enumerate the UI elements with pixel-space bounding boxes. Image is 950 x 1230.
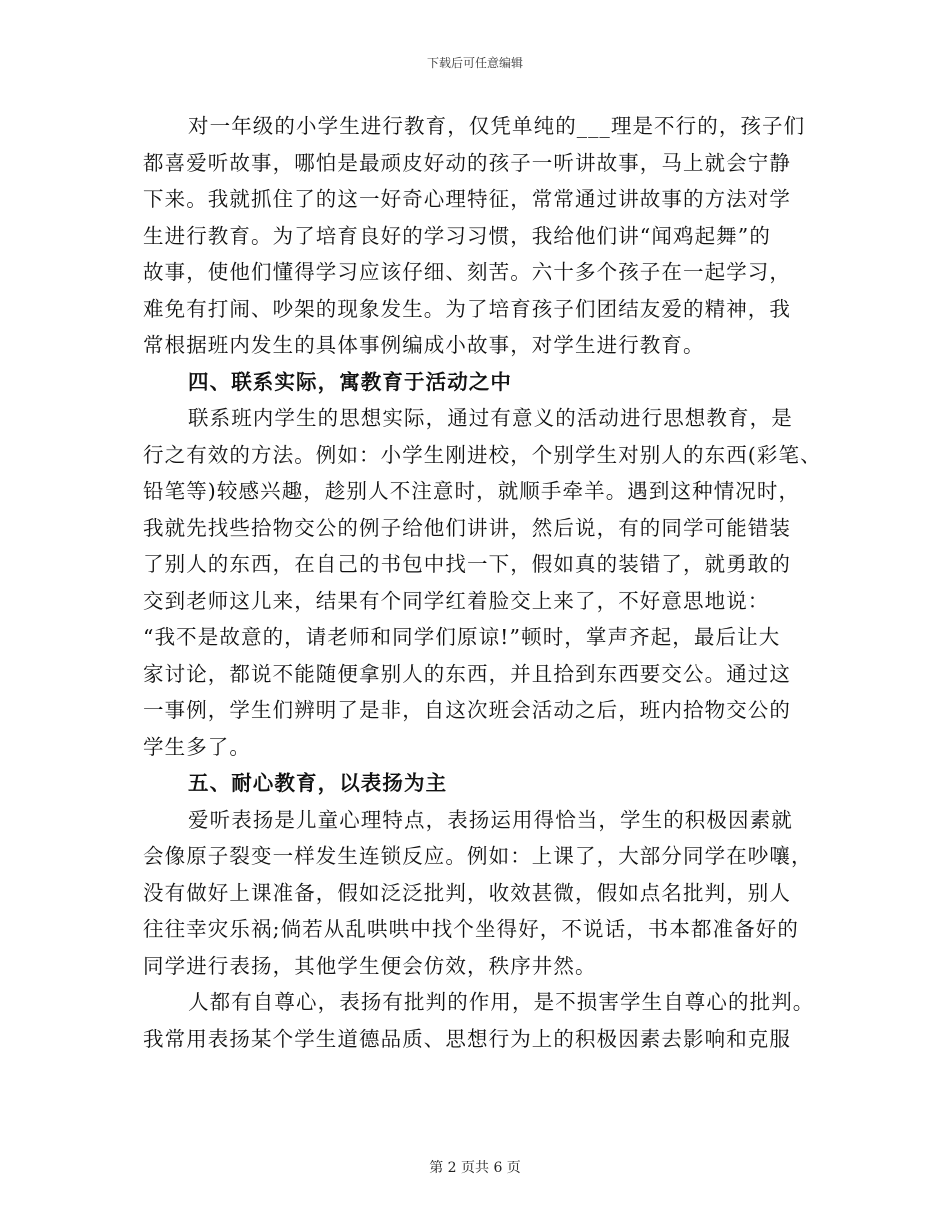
document-body — [143, 108, 822, 1057]
paragraph-line: 难免有打闹、吵架的现象发生。为了培育孩子们团结友爱的精神，我 — [143, 296, 791, 321]
paragraph-line: 家讨论，都说不能随便拿别人的东西，并且拾到东西要交公。通过这 — [143, 661, 791, 686]
paragraph-line: “我不是故意的，请老师和同学们原谅!”顿时，掌声齐起，最后让大 — [143, 625, 781, 649]
paragraph-line: 我常用表扬某个学生道德品质、思想行为上的积极因素去影响和克服 — [143, 1026, 791, 1051]
paragraph-line: 铅笔等)较感兴趣，趁别人不注意时，就顺手牵羊。遇到这种情况时， — [143, 479, 801, 503]
paragraph-line: 同学进行表扬，其他学生便会仿效，秩序井然。 — [143, 953, 597, 978]
paragraph-line: 一事例，学生们辨明了是非，自这次班会活动之后，班内拾物交公的 — [143, 698, 791, 722]
paragraph-line: 了别人的东西，在自己的书包中找一下，假如真的装错了，就勇敢的 — [143, 552, 791, 576]
paragraph-line: 人都有自尊心，表扬有批判的作用，是不损害学生自尊心的批判。 — [188, 990, 815, 1014]
paragraph-line: 我就先找些拾物交公的例子给他们讲讲，然后说，有的同学可能错装 — [143, 515, 791, 540]
header-note: 下载后可任意编辑 — [426, 56, 523, 70]
section-heading: 五、耐心教育，以表扬为主 — [188, 771, 448, 795]
paragraph-line: 下来。我就抓住了的这一好奇心理特征，常常通过讲故事的方法对学 — [143, 187, 791, 211]
paragraph-line: 往往幸灾乐祸;倘若从乱哄哄中找个坐得好，不说话，书本都准备好的 — [143, 917, 800, 941]
section-heading: 四、联系实际，寓教育于活动之中 — [188, 369, 512, 394]
paragraph-line: 学生多了。 — [143, 734, 251, 759]
paragraph-line: 没有做好上课准备，假如泛泛批判，收效甚微，假如点名批判，别人 — [143, 880, 791, 905]
paragraph-line: 常根据班内发生的具体事例编成小故事，对学生进行教育。 — [143, 333, 705, 357]
paragraph-line: 对一年级的小学生进行教育，仅凭单纯的___理是不行的，孩子们 — [188, 114, 806, 138]
paragraph-line: 都喜爱听故事，哪怕是最顽皮好动的孩子一听讲故事，马上就会宁静 — [143, 150, 791, 175]
paragraph-line: 故事，使他们懂得学习应该仔细、刻苦。六十多个孩子在一起学习， — [143, 260, 791, 284]
paragraph-line: 联系班内学生的思想实际，通过有意义的活动进行思想教育，是 — [188, 406, 793, 430]
paragraph-line: 生进行教育。为了培育良好的学习习惯，我给他们讲“闻鸡起舞”的 — [143, 223, 771, 248]
paragraph-line: 爱听表扬是儿童心理特点，表扬运用得恰当，学生的积极因素就 — [188, 807, 793, 832]
paragraph-line: 会像原子裂变一样发生连锁反应。例如：上课了，大部分同学在吵嚷， — [143, 844, 813, 868]
paragraph-line: 行之有效的方法。例如：小学生刚进校，个别学生对别人的东西(彩笔、 — [143, 442, 822, 467]
page-footer: 第 2 页共 6 页 — [429, 1160, 521, 1176]
paragraph-line: 交到老师这儿来，结果有个同学红着脸交上来了，不好意思地说： — [143, 588, 770, 613]
